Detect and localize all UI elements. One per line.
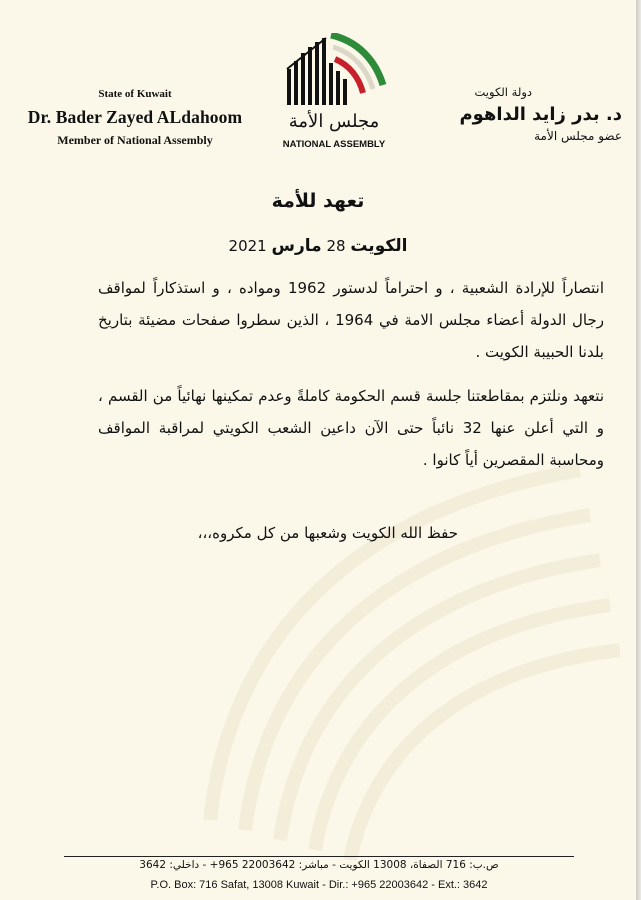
letter-date: [0, 236, 636, 256]
date-day: 28: [326, 237, 346, 255]
logo-english-text: NATIONAL ASSEMBLY: [282, 139, 386, 150]
header-arabic: [418, 85, 622, 143]
member-name-ar: د. بدر زايد الداهوم: [459, 104, 622, 125]
state-label-ar: دولة الكويت: [474, 85, 532, 99]
national-assembly-logo: [279, 33, 389, 155]
logo-arabic-text: مجلس الأمة: [288, 111, 380, 132]
footer-english: P.O. Box: 716 Safat, 13008 Kuwait - Dir.: +965 22003642 - Ext.: 3642: [150, 879, 488, 891]
body-paragraph-1: انتصاراً للإرادة الشعبية ، و احتراماً لدستور 1962 ومواده ، و استذكاراً لمواقف رجال الدولة أعضاء مجلس الامة في 1964 ، الذين سطروا صفحات مضيئة بتاريخ بلدنا الحبيبة الكويت .: [98, 279, 604, 361]
body-paragraph-2: نتعهد ونلتزم بمقاطعتنا جلسة قسم الحكومة كاملةً وعدم تمكينها نهائياً من القسم ، و التي أعلن عنها 32 نائباً حتى الآن داعين الشعب الكويتي لمراقبة المواقف ومحاسبة المقصرين أياً كانوا .: [98, 387, 605, 469]
letter-title: تعهد للأمة: [271, 190, 365, 212]
date-year: 2021: [228, 237, 267, 255]
footer-divider: [64, 856, 574, 857]
state-label-en: State of Kuwait: [98, 88, 172, 100]
footer-arabic: ص.ب: 716 الصفاة، 13008 الكويت - مباشر: 22003642 965+ - داخلي: 3642: [139, 859, 499, 871]
member-role-ar: عضو مجلس الأمة: [534, 129, 622, 143]
header-english: [0, 88, 270, 148]
date-place: الكويت: [350, 236, 408, 256]
member-name-en: Dr. Bader Zayed ALdahoom: [27, 107, 243, 127]
member-role-en: Member of National Assembly: [57, 133, 213, 147]
assembly-emblem-icon: [279, 33, 389, 111]
closing-line: حفظ الله الكويت وشعبها من كل مكروه،،،: [197, 524, 458, 542]
page-edge: [636, 0, 641, 900]
date-month: مارس: [271, 236, 322, 256]
